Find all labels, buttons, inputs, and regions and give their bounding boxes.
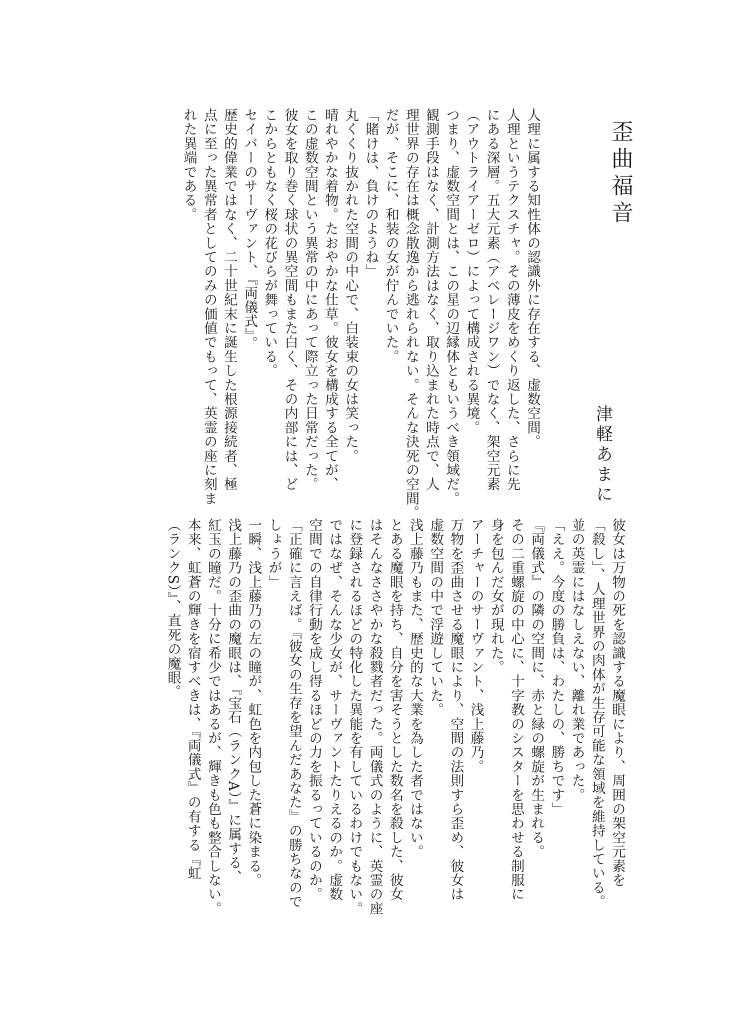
text-line: れた異端である。 — [180, 108, 197, 222]
text-line: 本来、虹蒼の輝きを宿すべきは、『両儀式』の有する『虹 — [184, 518, 201, 881]
text-line: とある魔眼を持ち、自分を害そうとした数名を殺した、彼女 — [386, 518, 403, 902]
text-line: 浅上藤乃もまた、歴史的な大業を為した者ではない。 — [406, 518, 423, 859]
text-line: セイバーのサーヴァント、『両儀式』。 — [241, 108, 258, 350]
text-line: こからともなく桜の花びらが舞っている。 — [261, 108, 278, 378]
text-line: 「正確に言えば。『彼女の生存を望んだあなた』の勝ちなので — [285, 518, 302, 909]
author-name: 津軽あまに — [592, 405, 612, 505]
text-line: 「ええ。今度の勝負は、わたしの、勝ちです」 — [548, 518, 565, 817]
text-line: （ランクS）』、直死の魔眼。 — [164, 518, 181, 699]
text-line: 彼女は万物の死を認識する魔眼により、周囲の架空元素を — [609, 518, 625, 888]
text-line: （アウトライアーゼロ）によって構成される異境。 — [463, 108, 480, 435]
text-line: 空間での自律行動を成し得るほどの力を振るっているのか。 — [305, 518, 322, 902]
text-line: 丸くくり抜かれた空間の中心で、白装束の女は笑った。 — [342, 108, 359, 463]
text-line: 紅玉の瞳だ。十分に希少ではあるが、輝きも色も整合しない。 — [204, 518, 221, 916]
text-block-lower — [102, 518, 627, 918]
text-line: に登録されるほどの特化した異能を有しているわけでもない。 — [346, 518, 363, 916]
text-line: この虚数空間という異常の中にあって際立った日常だった。 — [301, 108, 318, 492]
text-line: 点に至った異常者としてのみの価値でもって、英霊の座に刻ま — [200, 108, 217, 506]
text-line: 並の英霊にはなしえない、離れ業であった。 — [568, 518, 585, 802]
text-line: にある深層。五大元素（アベレージワン）でなく、架空元素 — [483, 108, 500, 492]
text-line: アーチャーのサーヴァント、浅上藤乃。 — [467, 518, 484, 774]
text-line: 万物を歪曲させる魔眼により、空間の法則すら歪め、彼女は — [447, 518, 464, 902]
text-line: 人理というテクスチャ。その薄皮をめくり返した、さらに先 — [503, 108, 520, 492]
text-line: その二重螺旋の中心に、十字教のシスターを思わせる制服に — [507, 518, 524, 902]
text-line: 歴史的偉業ではなく、二十世紀末に誕生した根源接続者、極 — [220, 108, 237, 492]
text-line: 「殺し」、人理世界の肉体が生存可能な領域を維持している。 — [588, 518, 605, 909]
text-line: 晴れやかな着物。たおやかな仕草。彼女を構成する全てが、 — [321, 108, 338, 492]
text-line: 観測手段はなく、計測方法はなく、取り込まれた時点で、人 — [422, 108, 439, 492]
text-line: 理世界の存在は概念散逸から逃れられない。そんな決死の空間。 — [402, 108, 419, 520]
text-block-upper — [102, 108, 542, 520]
text-line: 虚数空間の中で浮遊していた。 — [427, 518, 444, 717]
story-title: 歪曲福音 — [608, 120, 633, 228]
text-line: しょうが」 — [265, 518, 282, 589]
text-line: 『両儀式』の隣の空間に、赤と緑の螺旋が生まれる。 — [528, 518, 545, 859]
text-line: はそんなささやかな殺戮者だった。両儀式のように、英霊の座 — [366, 518, 383, 916]
text-line: 彼女を取り巻く球状の異空間もまた白く、その内部には、ど — [281, 108, 298, 492]
text-line: 「賭けは、負けのようね」 — [362, 108, 379, 279]
text-line: 人理に属する知性体の認識外に存在する、虚数空間。 — [524, 108, 540, 449]
text-line: つまり、虚数空間とは、この星の辺縁体ともいうべき領域だ。 — [443, 108, 460, 506]
text-line: だが、そこに、和装の女が佇んでいた。 — [382, 108, 399, 364]
text-line: 一瞬、浅上藤乃の左の瞳が、虹色を内包した蒼に染まる。 — [245, 518, 262, 888]
text-line: ではなぜ、そんな少女が、サーヴァントたりえるのか。虚数 — [326, 518, 343, 902]
text-line: 身を包んだ女が現れた。 — [487, 518, 504, 675]
text-line: 浅上藤乃の歪曲の魔眼は、『宝石（ランクA）』に属する、 — [225, 518, 242, 885]
